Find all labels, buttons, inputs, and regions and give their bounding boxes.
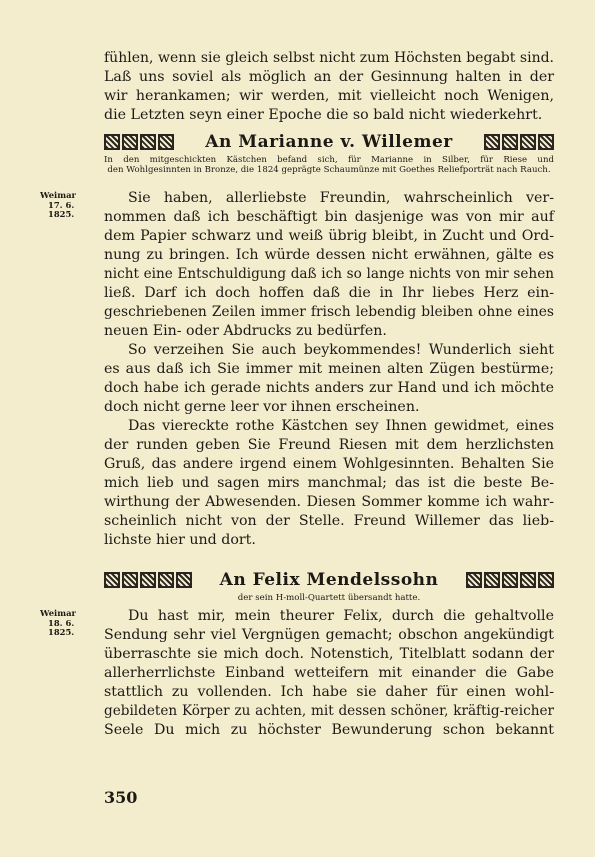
text-line: dem Papier schwarz und weiß übrig bleibt, in Zucht und Ord- <box>104 228 554 244</box>
editorial-note <box>104 155 554 175</box>
ornament-icon <box>538 572 554 588</box>
text-line: ließ. Darf ich doch hoffen daß die in Ihr liebes Herz ein- <box>104 285 554 301</box>
page-number: 350 <box>104 788 138 807</box>
text-line: gebildeten Körper zu achten, mit dessen schöner, kräftig-reicher <box>104 703 554 719</box>
ornament-icon <box>122 572 138 588</box>
text-line: doch habe ich gerade nichts anders zur Hand und ich möchte <box>104 380 554 396</box>
text-line: nung zu bringen. Ich würde dessen nicht erwähnen, gälte es <box>104 247 554 263</box>
text-line: nommen daß ich beschäftigt bin dasjenige was von mir auf <box>104 209 554 225</box>
text-line: fühlen, wenn sie gleich selbst nicht zum Höchsten begabt sind. <box>104 50 554 66</box>
letter-heading-mendelssohn <box>104 569 554 591</box>
margin-date <box>40 191 92 220</box>
ornament-right <box>484 134 554 150</box>
margin-date <box>40 609 92 638</box>
letter-body-marianne <box>104 189 554 550</box>
ornament-icon <box>158 572 174 588</box>
text-block-top <box>104 49 554 125</box>
letter-heading-marianne <box>104 131 554 153</box>
text-line: geschriebenen Zeilen immer frisch lebendig bleiben ohne eines <box>104 304 554 320</box>
margin-place: Weimar <box>40 190 76 200</box>
text-line: es aus daß ich Sie immer mit meinen alten Zügen bestürme; <box>104 361 554 377</box>
text-line: Sendung sehr viel Vergnügen gemacht; obschon angekündigt <box>104 627 554 643</box>
margin-year: 1825. <box>48 627 75 637</box>
text-line: neuen Ein- oder Abdrucks zu bedürfen. <box>104 323 387 339</box>
text-line: mich lieb und sagen mirs manchmal; das ist die beste Be- <box>104 475 554 491</box>
ornament-icon <box>520 572 536 588</box>
margin-day: 18. 6. <box>48 617 75 628</box>
margin-day: 17. 6. <box>48 199 75 210</box>
ornament-icon <box>538 134 554 150</box>
text-line: wirthung der Abwesenden. Diesen Sommer komme ich wahr- <box>104 494 554 510</box>
note-line: In den mitgeschickten Kästchen befand sich, für Marianne in Silber, für Riese und <box>104 155 554 165</box>
text-line: stattlich zu vollenden. Ich habe sie daher für einen wohl- <box>104 684 554 700</box>
letter-title: An Marianne v. Willemer <box>205 132 453 152</box>
ornament-icon <box>520 134 536 150</box>
ornament-icon <box>104 572 120 588</box>
text-line: lichste hier und dort. <box>104 532 256 548</box>
text-line: nicht eine Entschuldigung daß ich so lange nichts von mir sehen <box>104 266 554 282</box>
text-line: So verzeihen Sie auch beykommendes! Wunderlich sieht <box>128 342 554 358</box>
ornament-right <box>466 572 554 588</box>
ornament-icon <box>502 572 518 588</box>
text-line: der runden geben Sie Freund Riesen mit dem herzlichsten <box>104 437 554 453</box>
text-line: die Letzten seyn einer Epoche die so bald nicht wiederkehrt. <box>104 107 543 123</box>
ornament-icon <box>104 134 120 150</box>
text-line: Seele Du mich zu höchster Bewunderung schon bekannt <box>104 722 554 738</box>
ornament-icon <box>140 572 156 588</box>
text-line: allerherrlichste Einband wetteifern mit einander die Gabe <box>104 665 554 681</box>
text-line: Du hast mir, mein theurer Felix, durch die gehaltvolle <box>128 608 554 624</box>
note-line: den Wohlgesinnten in Bronze, die 1824 geprägte Schaumünze mit Goethes Reliefporträt nach Rauch. <box>107 165 551 175</box>
text-line: überraschte sie mich doch. Notenstich, Titelblatt sodann der <box>104 646 554 662</box>
ornament-icon <box>484 572 500 588</box>
ornament-icon <box>466 572 482 588</box>
text-line: scheinlich nicht von der Stelle. Freund Willemer das lieb- <box>104 513 554 529</box>
text-line: Das viereckte rothe Kästchen sey Ihnen gewidmet, eines <box>128 418 554 434</box>
text-line: Sie haben, allerliebste Freundin, wahrscheinlich ver- <box>128 190 554 206</box>
text-line: Laß uns soviel als möglich an der Gesinnung halten in der <box>104 69 554 85</box>
letter-title: An Felix Mendelssohn <box>219 570 439 590</box>
margin-year: 1825. <box>48 209 75 219</box>
letter-body-mendelssohn <box>104 607 554 740</box>
editorial-note: der sein H-moll-Quartett übersandt hatte. <box>237 593 421 603</box>
margin-place: Weimar <box>40 608 76 618</box>
ornament-icon <box>484 134 500 150</box>
ornament-icon <box>176 572 192 588</box>
text-line: Gruß, das andere irgend einem Wohlgesinnten. Behalten Sie <box>104 456 554 472</box>
ornament-left <box>104 134 174 150</box>
ornament-icon <box>122 134 138 150</box>
text-line: wir herankamen; wir werden, mit vielleicht noch Wenigen, <box>104 88 554 104</box>
ornament-left <box>104 572 192 588</box>
ornament-icon <box>502 134 518 150</box>
ornament-icon <box>158 134 174 150</box>
ornament-icon <box>140 134 156 150</box>
text-line: doch nicht gerne leer vor ihnen erscheinen. <box>104 399 420 415</box>
